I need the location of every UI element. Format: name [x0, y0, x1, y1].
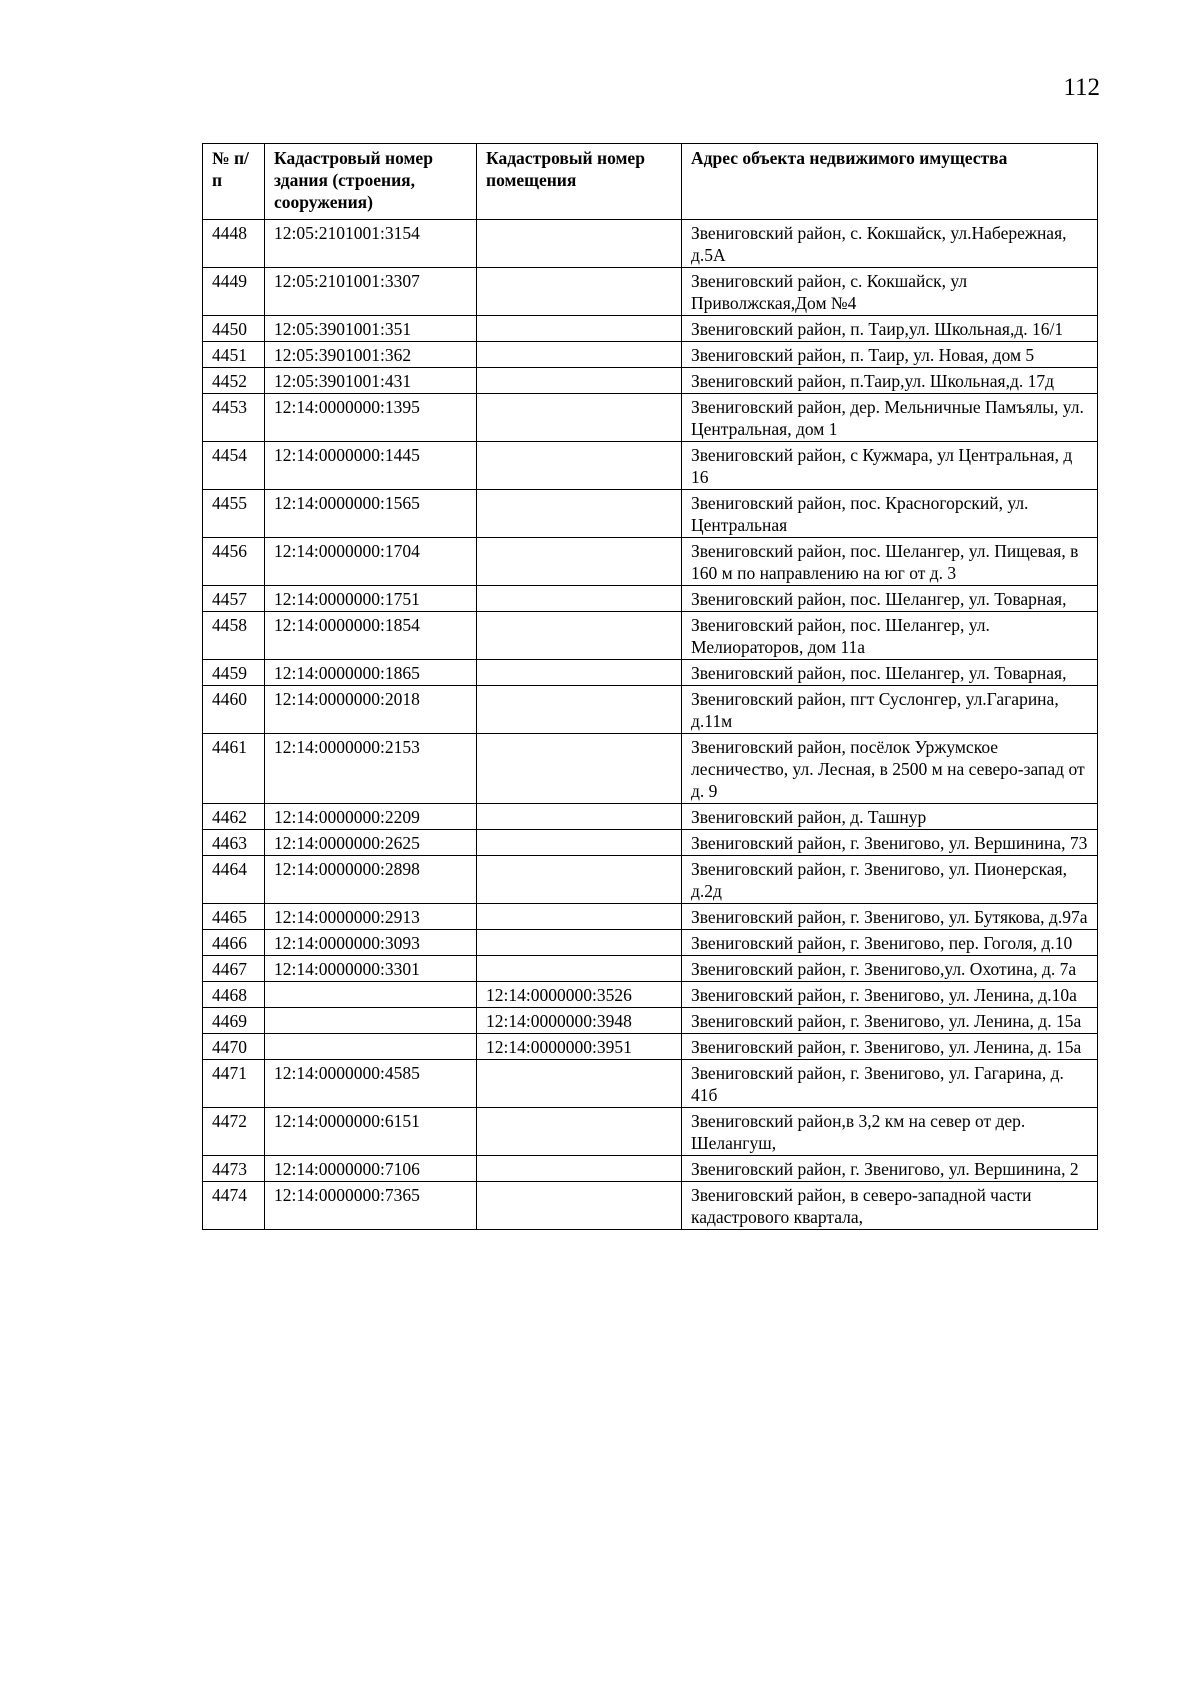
address: Звениговский район, пгт Суслонгер, ул.Гагарина, д.11м: [682, 686, 1098, 734]
address: Звениговский район, пос. Шелангер, ул. Пищевая, в 160 м по направлению на юг от д. 3: [682, 538, 1098, 586]
building-cadastral-number: 12:05:2101001:3154: [265, 220, 477, 268]
building-cadastral-number: 12:14:0000000:4585: [265, 1060, 477, 1108]
address: Звениговский район, г. Звенигово, пер. Гоголя, д.10: [682, 930, 1098, 956]
address: Звениговский район, с. Кокшайск, ул Приволжская,Дом №4: [682, 268, 1098, 316]
row-number: 4456: [203, 538, 265, 586]
building-cadastral-number: 12:14:0000000:7106: [265, 1156, 477, 1182]
address: Звениговский район, г. Звенигово, ул. Вершинина, 2: [682, 1156, 1098, 1182]
table-header-row: [203, 144, 1098, 220]
table-row: [203, 830, 1098, 856]
premises-cadastral-number: [477, 856, 682, 904]
premises-cadastral-number: [477, 586, 682, 612]
address: Звениговский район, п.Таир,ул. Школьная,д. 17д: [682, 368, 1098, 394]
address: Звениговский район, г. Звенигово, ул. Ленина, д.10а: [682, 982, 1098, 1008]
building-cadastral-number: 12:14:0000000:3093: [265, 930, 477, 956]
table-row: [203, 930, 1098, 956]
address: Звениговский район, п. Таир,ул. Школьная,д. 16/1: [682, 316, 1098, 342]
row-number: 4472: [203, 1108, 265, 1156]
premises-cadastral-number: [477, 956, 682, 982]
table-row: [203, 342, 1098, 368]
table-row: [203, 394, 1098, 442]
row-number: 4470: [203, 1034, 265, 1060]
address: Звениговский район, г. Звенигово, ул. Ленина, д. 15а: [682, 1034, 1098, 1060]
row-number: 4473: [203, 1156, 265, 1182]
property-registry-table: [202, 143, 1098, 1230]
address: Звениговский район, п. Таир, ул. Новая, дом 5: [682, 342, 1098, 368]
premises-cadastral-number: [477, 268, 682, 316]
table-row: [203, 316, 1098, 342]
table-row: [203, 268, 1098, 316]
table-row: [203, 220, 1098, 268]
address: Звениговский район, пос. Шелангер, ул. Товарная,: [682, 586, 1098, 612]
premises-cadastral-number: [477, 490, 682, 538]
premises-cadastral-number: 12:14:0000000:3951: [477, 1034, 682, 1060]
building-cadastral-number: 12:14:0000000:1865: [265, 660, 477, 686]
address: Звениговский район, пос. Красногорский, ул. Центральная: [682, 490, 1098, 538]
header-building-cadastral: Кадастровый номер здания (строения, сооружения): [265, 144, 477, 220]
premises-cadastral-number: [477, 442, 682, 490]
premises-cadastral-number: [477, 538, 682, 586]
building-cadastral-number: 12:14:0000000:7365: [265, 1182, 477, 1230]
premises-cadastral-number: [477, 368, 682, 394]
row-number: 4454: [203, 442, 265, 490]
building-cadastral-number: 12:14:0000000:2913: [265, 904, 477, 930]
address: Звениговский район, г. Звенигово, ул. Ленина, д. 15а: [682, 1008, 1098, 1034]
building-cadastral-number: 12:14:0000000:2153: [265, 734, 477, 804]
premises-cadastral-number: [477, 1182, 682, 1230]
premises-cadastral-number: [477, 904, 682, 930]
table-row: [203, 804, 1098, 830]
row-number: 4467: [203, 956, 265, 982]
building-cadastral-number: 12:14:0000000:6151: [265, 1108, 477, 1156]
building-cadastral-number: 12:14:0000000:1445: [265, 442, 477, 490]
building-cadastral-number: 12:14:0000000:2625: [265, 830, 477, 856]
table-body: [203, 220, 1098, 1230]
premises-cadastral-number: [477, 612, 682, 660]
address: Звениговский район, г. Звенигово, ул. Вершинина, 73: [682, 830, 1098, 856]
building-cadastral-number: [265, 982, 477, 1008]
row-number: 4458: [203, 612, 265, 660]
table-row: [203, 660, 1098, 686]
premises-cadastral-number: [477, 686, 682, 734]
address: Звениговский район, с Кужмара, ул Центральная, д 16: [682, 442, 1098, 490]
address: Звениговский район, дер. Мельничные Памъялы, ул. Центральная, дом 1: [682, 394, 1098, 442]
building-cadastral-number: 12:14:0000000:3301: [265, 956, 477, 982]
row-number: 4462: [203, 804, 265, 830]
row-number: 4464: [203, 856, 265, 904]
premises-cadastral-number: [477, 220, 682, 268]
address: Звениговский район, в северо-западной части кадастрового квартала,: [682, 1182, 1098, 1230]
address: Звениговский район, пос. Шелангер, ул. Товарная,: [682, 660, 1098, 686]
address: Звениговский район, д. Ташнур: [682, 804, 1098, 830]
address: Звениговский район, г. Звенигово, ул. Гагарина, д. 41б: [682, 1060, 1098, 1108]
row-number: 4474: [203, 1182, 265, 1230]
row-number: 4451: [203, 342, 265, 368]
building-cadastral-number: 12:14:0000000:1704: [265, 538, 477, 586]
row-number: 4469: [203, 1008, 265, 1034]
row-number: 4449: [203, 268, 265, 316]
row-number: 4450: [203, 316, 265, 342]
building-cadastral-number: 12:14:0000000:1854: [265, 612, 477, 660]
row-number: 4471: [203, 1060, 265, 1108]
building-cadastral-number: 12:05:3901001:362: [265, 342, 477, 368]
building-cadastral-number: 12:14:0000000:2209: [265, 804, 477, 830]
row-number: 4468: [203, 982, 265, 1008]
building-cadastral-number: 12:05:2101001:3307: [265, 268, 477, 316]
table-row: [203, 1034, 1098, 1060]
premises-cadastral-number: [477, 1060, 682, 1108]
address: Звениговский район, г. Звенигово, ул. Бутякова, д.97а: [682, 904, 1098, 930]
building-cadastral-number: 12:05:3901001:431: [265, 368, 477, 394]
building-cadastral-number: [265, 1034, 477, 1060]
premises-cadastral-number: 12:14:0000000:3526: [477, 982, 682, 1008]
premises-cadastral-number: [477, 930, 682, 956]
table-row: [203, 1182, 1098, 1230]
table-row: [203, 734, 1098, 804]
header-premises-cadastral: Кадастровый номер помещения: [477, 144, 682, 220]
address: Звениговский район,в 3,2 км на север от дер. Шелангуш,: [682, 1108, 1098, 1156]
building-cadastral-number: [265, 1008, 477, 1034]
address: Звениговский район, с. Кокшайск, ул.Набережная, д.5А: [682, 220, 1098, 268]
address: Звениговский район, г. Звенигово,ул. Охотина, д. 7а: [682, 956, 1098, 982]
table-row: [203, 982, 1098, 1008]
header-row-number: № п/п: [203, 144, 265, 220]
header-address: Адрес объекта недвижимого имущества: [682, 144, 1098, 220]
row-number: 4457: [203, 586, 265, 612]
table-row: [203, 368, 1098, 394]
premises-cadastral-number: [477, 830, 682, 856]
premises-cadastral-number: [477, 660, 682, 686]
table-row: [203, 856, 1098, 904]
building-cadastral-number: 12:14:0000000:1395: [265, 394, 477, 442]
address: Звениговский район, г. Звенигово, ул. Пионерская, д.2д: [682, 856, 1098, 904]
building-cadastral-number: 12:14:0000000:2898: [265, 856, 477, 904]
premises-cadastral-number: [477, 342, 682, 368]
table-row: [203, 1156, 1098, 1182]
building-cadastral-number: 12:14:0000000:1565: [265, 490, 477, 538]
table-row: [203, 956, 1098, 982]
table-row: [203, 490, 1098, 538]
table-row: [203, 1060, 1098, 1108]
table-row: [203, 686, 1098, 734]
table-row: [203, 538, 1098, 586]
table-row: [203, 904, 1098, 930]
premises-cadastral-number: 12:14:0000000:3948: [477, 1008, 682, 1034]
table-row: [203, 442, 1098, 490]
row-number: 4460: [203, 686, 265, 734]
address: Звениговский район, пос. Шелангер, ул. Мелиораторов, дом 11а: [682, 612, 1098, 660]
row-number: 4465: [203, 904, 265, 930]
row-number: 4459: [203, 660, 265, 686]
page-number: 112: [1063, 74, 1100, 101]
table-row: [203, 612, 1098, 660]
premises-cadastral-number: [477, 394, 682, 442]
row-number: 4463: [203, 830, 265, 856]
building-cadastral-number: 12:05:3901001:351: [265, 316, 477, 342]
row-number: 4453: [203, 394, 265, 442]
premises-cadastral-number: [477, 316, 682, 342]
building-cadastral-number: 12:14:0000000:1751: [265, 586, 477, 612]
table-row: [203, 586, 1098, 612]
table-row: [203, 1008, 1098, 1034]
row-number: 4466: [203, 930, 265, 956]
premises-cadastral-number: [477, 804, 682, 830]
table-row: [203, 1108, 1098, 1156]
row-number: 4455: [203, 490, 265, 538]
row-number: 4448: [203, 220, 265, 268]
premises-cadastral-number: [477, 1156, 682, 1182]
building-cadastral-number: 12:14:0000000:2018: [265, 686, 477, 734]
row-number: 4452: [203, 368, 265, 394]
premises-cadastral-number: [477, 734, 682, 804]
row-number: 4461: [203, 734, 265, 804]
address: Звениговский район, посёлок Уржумское лесничество, ул. Лесная, в 2500 м на северо-запад от д. 9: [682, 734, 1098, 804]
premises-cadastral-number: [477, 1108, 682, 1156]
